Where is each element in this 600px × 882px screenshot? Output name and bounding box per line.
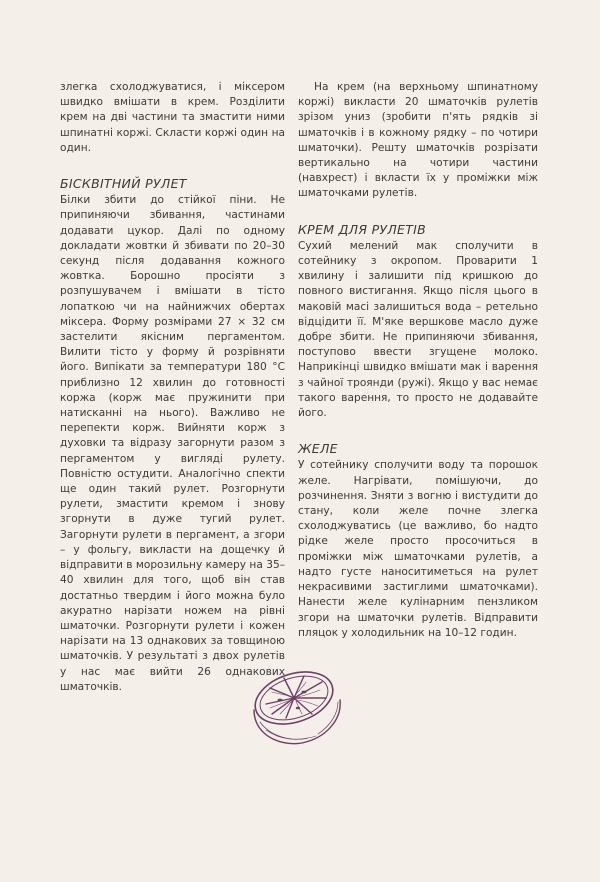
- right-intro-paragraph: На крем (на верхньому шпинатному коржі) викласти 20 шматочків рулетів зрізом униз (зробити п'ять рядків зі шматочків і в кожному рядку – по чотири шматочки). Решту шматочків розрізати вертикально на чотири частини (навхрест) і вкласти їх у проміжки між шматочками рулетів.: [298, 81, 538, 200]
- left-intro-paragraph: злегка схолоджуватися, і міксером швидко вмішати в крем. Розділити крем на дві частини та змастити ними шпинатні коржі. Скласти коржі один на один.: [60, 81, 285, 154]
- cream-text: Сухий мелений мак сполучити в сотейнику з окропом. Проварити 1 хвилину і залишити під кришкою до повного вистигання. Якщо після цього в маковій масі залишиться вода – ретельно відцідити її. М'яке вершкове масло дуже добре збити. Не припиняючи збивання, поступово ввести згущене молоко. Наприкінці швидко вмішати мак і варення з чайної троянди (ружі). Якщо у вас немає такого варення, то просто не додавайте його.: [298, 239, 538, 420]
- right-column: [298, 80, 538, 641]
- biscuit-roll-text: Білки збити до стійкої піни. Не припиняючи збивання, частинами додавати цукор. Далі по одному докладати жовтки й збивати по 20–30 секунд після додавання кожного жовтка. Борошно просіяти з розпушувачем і вмішати в тісто лопаткою чи на найнижчих обертах міксера. Форму розмірами 27 × 32 см застелити якісним пергаментом. Вилити тісто у форму й розрівняти його. Випікати за температури 180 °C приблизно 12 хвилин до готовності коржа (корж має пружинити при натисканні на нього). Важливо не перепекти корж. Вийняти корж з духовки та відразу загорнути разом з пергаментом у вигляді рулету. Повністю остудити. Аналогічно спекти ще один такий рулет. Розгорнути рулети, змастити кремом і знову згорнути в дуже тугий рулет. Загорнути рулети в пергамент, а згори – у фольгу, викласти на дощечку й відправити в морозильну камеру на 35–40 хвилин для того, щоб він став достатньо твердим і його можна було акуратно нарізати ножем на рівні шматочки. Розгорнути рулети і кожен нарізати на 13 однакових за товщиною шматочків. У результаті з двох рулетів у нас має вийти 26 однакових шматочків.: [60, 194, 285, 693]
- biscuit-roll-heading: БІСКВІТНИЙ РУЛЕТ: [60, 176, 187, 192]
- jelly-text: У сотейнику сполучити воду та порошок желе. Нагрівати, помішуючи, до розчинення. Зняти з вогню і вистудити до стану, коли желе почне злегка схолоджуватись (це важливо, бо надто рідке желе просто просочиться в проміжки між шматочками рулетів, а надто густе наноситиметься на рулет некрасивими застиглими шматочками). Нанести желе кулінарним пензликом згори на шматочки рулетів. Відправити пляцок у холодильник на 10–12 годин.: [298, 459, 538, 639]
- left-column: [60, 80, 285, 695]
- jelly-heading: ЖЕЛЕ: [298, 441, 338, 457]
- cream-heading: КРЕМ ДЛЯ РУЛЕТІВ: [298, 221, 427, 237]
- citrus-half-icon: [246, 660, 346, 750]
